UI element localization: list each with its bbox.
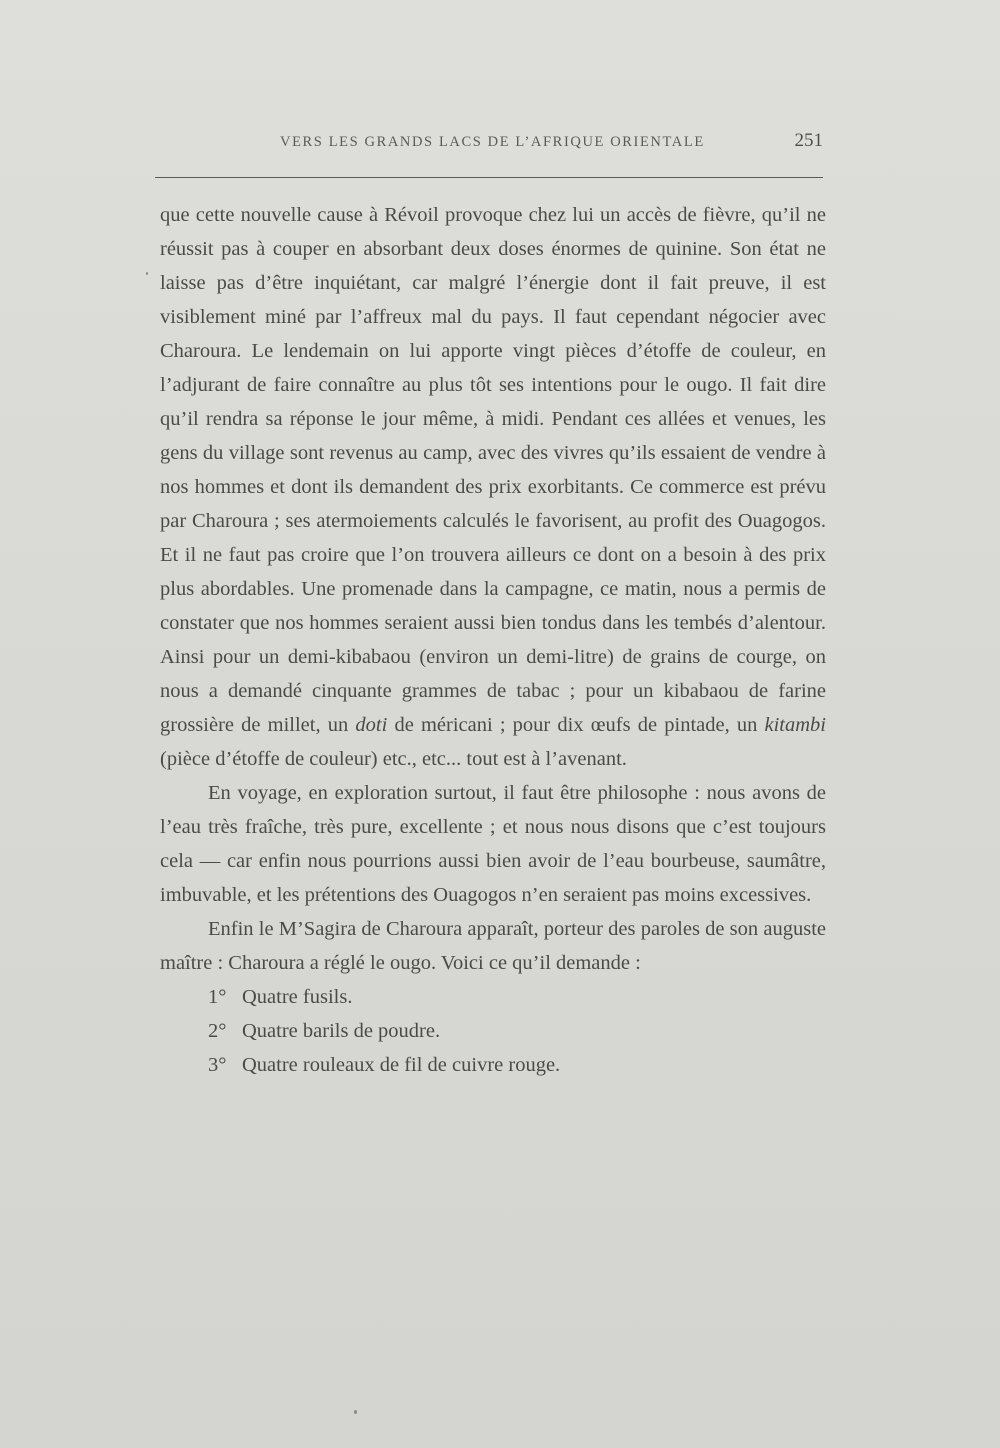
list-item <box>160 980 826 1014</box>
paragraph-3: Enfin le M’Sagira de Charoura apparaît, porteur des paroles de son auguste maître : Charoura a réglé le ougo. Voici ce qu’il demande : <box>160 918 826 974</box>
italic-term-kitambi: kitambi <box>764 714 827 736</box>
list-item <box>160 1048 826 1082</box>
list-item-text: Quatre rouleaux de fil de cuivre rouge. <box>242 1054 561 1076</box>
demand-list <box>160 980 826 1082</box>
paper-speck <box>146 272 148 275</box>
italic-term-doti: doti <box>355 714 388 736</box>
header-rule <box>155 177 823 178</box>
paper-speck <box>354 1410 357 1414</box>
body-text <box>160 198 826 1082</box>
paragraph-1-part-a: que cette nouvelle cause à Révoil provoque chez lui un accès de fièvre, qu’il ne réussit pas à couper en absorbant deux doses énormes de quinine. Son état ne laisse pas d’être inquiétant, car malgré l’énergie dont il fait preuve, il est visiblement miné par l’affreux mal du pays. Il faut cependant négocier avec Charoura. Le lendemain on lui apporte vingt pièces d’étoffe de couleur, en l’adjurant de faire connaître au plus tôt ses intentions pour le ougo. Il fait dire qu’il rendra sa réponse le jour même, à midi. Pendant ces allées et venues, les gens du village sont revenus au camp, avec des vivres qu’ils essaient de vendre à nos hommes et dont ils demandent des prix exorbitants. Ce commerce est prévu par Charoura ; ses atermoiements calculés le favorisent, au profit des Ouagogos. Et il ne faut pas croire que l’on trouvera ailleurs ce dont on a besoin à des prix plus abordables. Une promenade dans la campagne, ce matin, nous a permis de constater que nos hommes seraient aussi bien tondus dans les tembés d’alentour. Ainsi pour un demi-kibabaou (environ un demi-litre) de grains de courge, on nous a demandé cinquante grammes de tabac ; pour un kibabaou de farine grossière de millet, un <box>160 204 826 736</box>
list-item-text: Quatre fusils. <box>242 986 353 1008</box>
paragraph-1-part-c: (pièce d’étoffe de couleur) etc., etc... tout est à l’avenant. <box>160 748 627 770</box>
paragraph-2: En voyage, en exploration surtout, il faut être philosophe : nous avons de l’eau très fraîche, très pure, excellente ; et nous nous disons que c’est toujours cela — car enfin nous pourrions aussi bien avoir de l’eau bourbeuse, saumâtre, imbuvable, et les prétentions des Ouagogos n’en seraient pas moins excessives. <box>160 782 826 906</box>
list-item-text: Quatre barils de poudre. <box>242 1020 441 1042</box>
list-item-number: 1° <box>208 986 227 1008</box>
list-item <box>160 1014 826 1048</box>
paragraph-1 <box>160 198 826 776</box>
running-title: VERS LES GRANDS LACS DE L’AFRIQUE ORIENTALE <box>280 134 705 150</box>
running-head <box>175 130 825 154</box>
paragraph-1-part-b: de méricani ; pour dix œufs de pintade, un <box>394 714 758 736</box>
list-item-number: 3° <box>208 1054 227 1076</box>
page-number: 251 <box>794 130 823 151</box>
list-item-number: 2° <box>208 1020 227 1042</box>
